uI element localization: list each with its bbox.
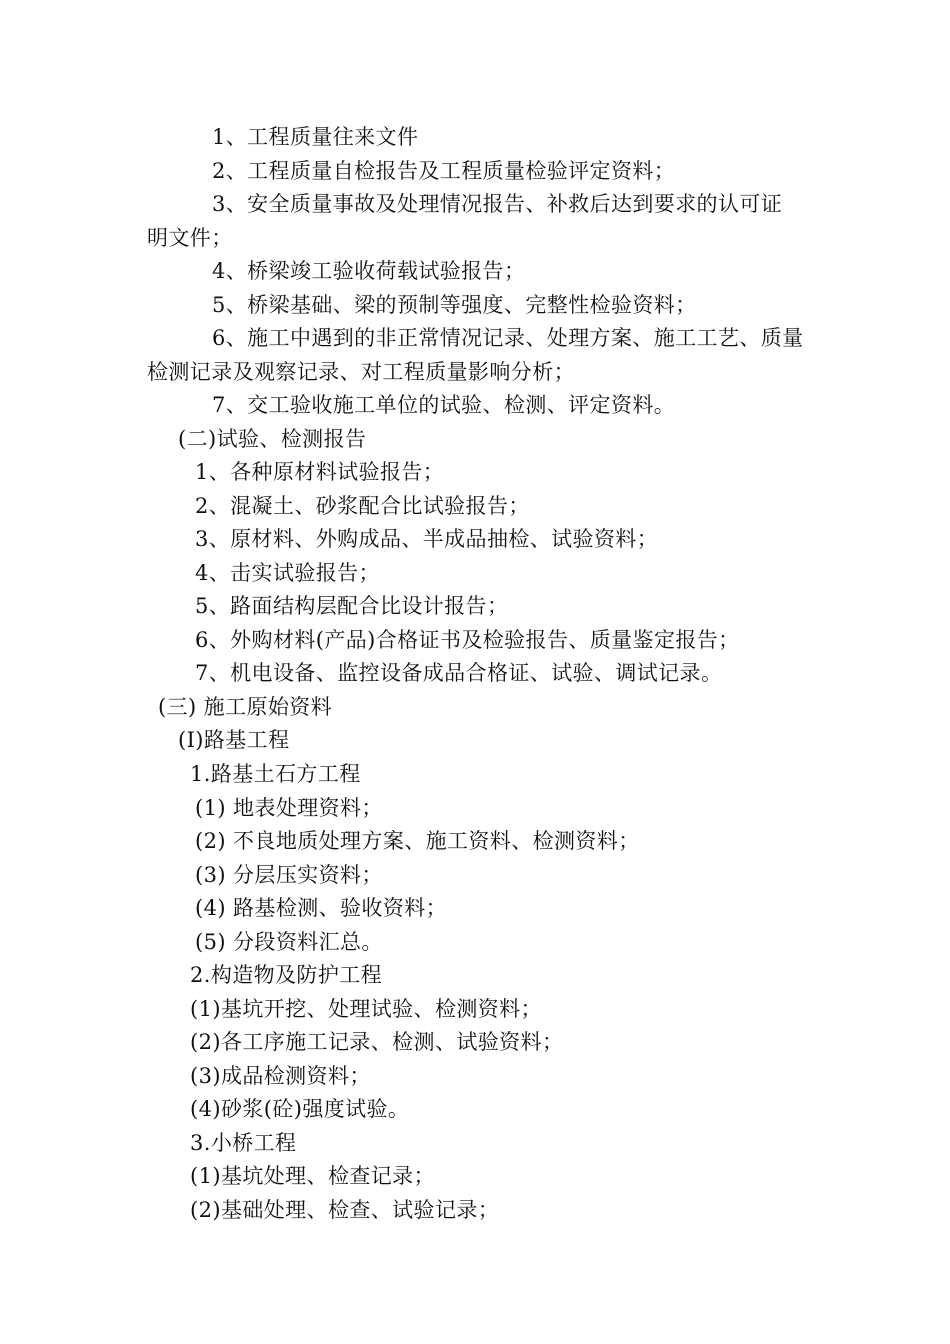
text-line: 2、混凝土、砂浆配合比试验报告；: [195, 494, 530, 518]
section-heading: (二)试验、检测报告: [178, 427, 367, 451]
text-line: (1) 地表处理资料；: [195, 796, 383, 820]
text-line: (3) 分层压实资料；: [195, 863, 383, 887]
text-line: 3、安全质量事故及处理情况报告、补救后达到要求的认可证: [212, 192, 783, 216]
text-line: 1、工程质量往来文件: [212, 125, 419, 149]
text-line: 5、桥梁基础、梁的预制等强度、完整性检验资料；: [212, 293, 697, 317]
text-line: 明文件；: [147, 226, 233, 250]
subsection-heading: (Ⅰ)路基工程: [178, 728, 290, 752]
text-line: (2) 不良地质处理方案、施工资料、检测资料；: [195, 829, 640, 853]
text-line: 4、桥梁竣工验收荷载试验报告；: [212, 259, 526, 283]
text-line: 7、机电设备、监控设备成品合格证、试验、调试记录。: [195, 661, 723, 685]
text-line: 6、施工中遇到的非正常情况记录、处理方案、施工工艺、质量: [212, 326, 804, 350]
text-line: (1)基坑开挖、处理试验、检测资料；: [190, 997, 542, 1021]
text-line: (5) 分段资料汇总。: [195, 930, 383, 954]
text-line: (4) 路基检测、验收资料；: [195, 896, 448, 920]
text-line: 7、交工验收施工单位的试验、检测、评定资料。: [212, 393, 676, 417]
text-line: 4、击实试验报告；: [195, 561, 380, 585]
subsection-heading: 2.构造物及防护工程: [190, 963, 383, 987]
text-line: 1、各种原材料试验报告；: [195, 460, 445, 484]
text-line: (4)砂浆(砼)强度试验。: [190, 1097, 410, 1121]
text-line: (3)成品检测资料；: [190, 1064, 371, 1088]
subsection-heading: 1.路基土石方工程: [190, 762, 361, 786]
text-line: 5、路面结构层配合比设计报告；: [195, 594, 509, 618]
section-heading: (三) 施工原始资料: [158, 695, 333, 719]
text-line: (2)各工序施工记录、检测、试验资料；: [190, 1030, 564, 1054]
text-line: (1)基坑处理、检查记录；: [190, 1164, 435, 1188]
text-line: 3、原材料、外购成品、半成品抽检、试验资料；: [195, 527, 659, 551]
text-line: 2、工程质量自检报告及工程质量检验评定资料；: [212, 159, 676, 183]
subsection-heading: 3.小桥工程: [190, 1131, 297, 1155]
text-line: 检测记录及观察记录、对工程质量影响分析；: [147, 360, 575, 384]
text-line: (2)基础处理、检查、试验记录；: [190, 1198, 500, 1222]
text-line: 6、外购材料(产品)合格证书及检验报告、质量鉴定报告；: [195, 628, 740, 652]
